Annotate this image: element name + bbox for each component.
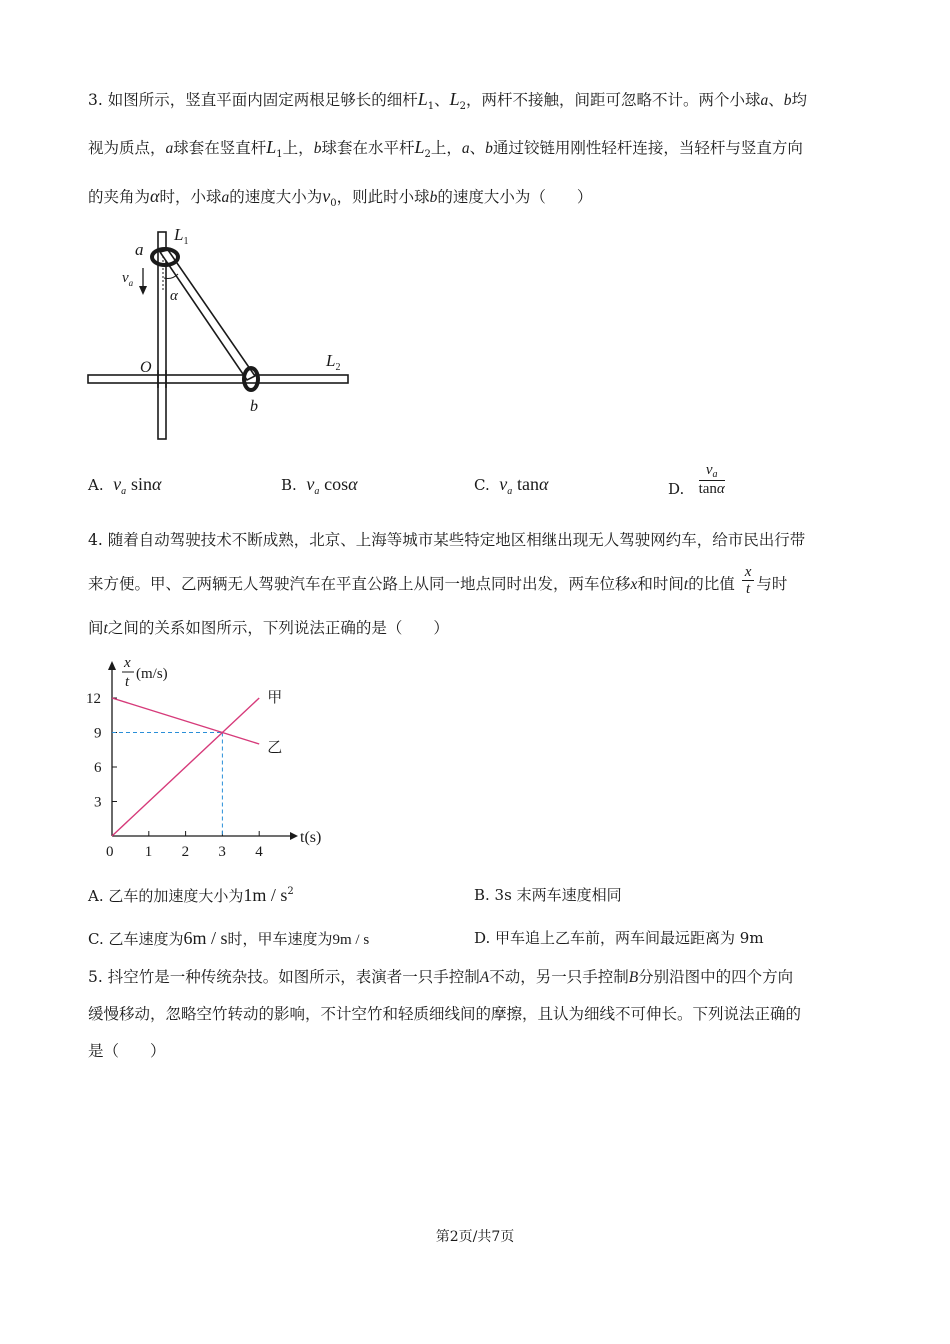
x-over-t-fraction: $\frac{x}{t}$ [742,564,755,597]
q3-line-1: 3. 如图所示，竖直平面内固定两根足够长的细杆$L_1$、$L_2$，两杆不接触，间距可忽略不计。两个小球a、b均 [88,89,808,112]
horizontal-rod-l2 [88,375,348,383]
y-tick-label: 12 [86,691,101,707]
q4-line-2: 来方便。甲、乙两辆无人驾驶汽车在平直公路上从同一地点同时出发，两车位移x和时间t的比值 $\frac{x}{t}$ 与时 [88,563,788,597]
x-tick-label: 2 [181,844,190,860]
y-tick-label: 3 [94,794,102,811]
x-tick-label: 1 [144,844,153,860]
x-axis-label: t(s) [300,829,322,846]
q3-option-b: B. $v_a$ cosα [281,474,358,497]
label-l1: $L_1$ [174,225,189,247]
series-line-2 [112,698,259,744]
y-label-unit: (m/s) [136,666,168,682]
series-label-2: 乙 [267,740,283,756]
page-footer: 第2页/共7页 [435,1229,515,1245]
x-tick-label: 3 [218,844,226,860]
q3-option-d: D. $\frac{v_a}{\tan\alpha}$ [668,462,725,498]
q3-option-c: C. $v_a$ tanα [474,474,549,497]
rigid-link-rod [160,250,255,380]
series-label-1: 甲 [267,690,283,706]
x-tick-label: 0 [106,844,114,860]
q3-line-2: 视为质点，a球套在竖直杆$L_1$上，b球套在水平杆$L_2$上，a、b通过铰链用刚性轻杆连接，当轻杆与竖直方向 [88,137,803,160]
x-tick-label: 4 [255,844,263,860]
q5-line-1: 5. 抖空竹是一种传统杂技。如图所示，表演者一只手控制A不动，另一只手控制B分别沿图中的四个方向 [88,968,794,986]
q4-option-a: A. 乙车的加速度大小为$1m / s^2$ [88,885,294,905]
q5-line-2: 缓慢移动，忽略空竹转动的影响，不计空竹和轻质细线间的摩擦，且认为细线不可伸长。下列说法正确的 [88,1005,802,1023]
q5-line-3: 是（ ） [88,1042,166,1060]
q3-option-a: A. $v_a$ sinα [88,474,162,497]
q3-line-3: 的夹角为α时，小球a的速度大小为$v_0$，则此时小球b的速度大小为（ ） [88,186,593,209]
label-o: O [140,359,152,376]
option-d-fraction: $\frac{v_a}{\tan\alpha}$ [698,462,725,497]
q3-rod-diagram [80,220,370,450]
q4-line-3: 间t之间的关系如图所示，下列说法正确的是（ ） [88,619,449,637]
xt-vs-t-chart [78,648,338,863]
q4-option-c: C. 乙车速度为6m / s时，甲车速度为9m / s [88,928,370,948]
q4-option-d: D. 甲车追上乙车前，两车间最远距离为 9m [474,929,764,947]
q4-line-1: 4. 随着自动驾驶技术不断成熟，北京、上海等城市某些特定地区相继出现无人驾驶网约车，给市民出行带 [88,531,806,549]
velocity-arrow-head [139,286,147,295]
y-tick-label: 9 [94,725,102,742]
x-axis-arrow [290,832,298,840]
label-alpha: α [170,288,178,304]
label-a: a [135,240,144,259]
y-tick-label: 6 [94,760,102,776]
label-b: b [250,398,258,415]
label-va: $v_a$ [122,270,134,288]
series-line-1 [112,698,259,836]
y-label-numerator: x [124,655,131,671]
y-label-denominator: t [125,674,130,690]
y-axis-arrow [108,661,116,670]
q4-option-b: B. 3s 末两车速度相同 [474,886,622,904]
label-l2: $L_2$ [326,351,341,373]
